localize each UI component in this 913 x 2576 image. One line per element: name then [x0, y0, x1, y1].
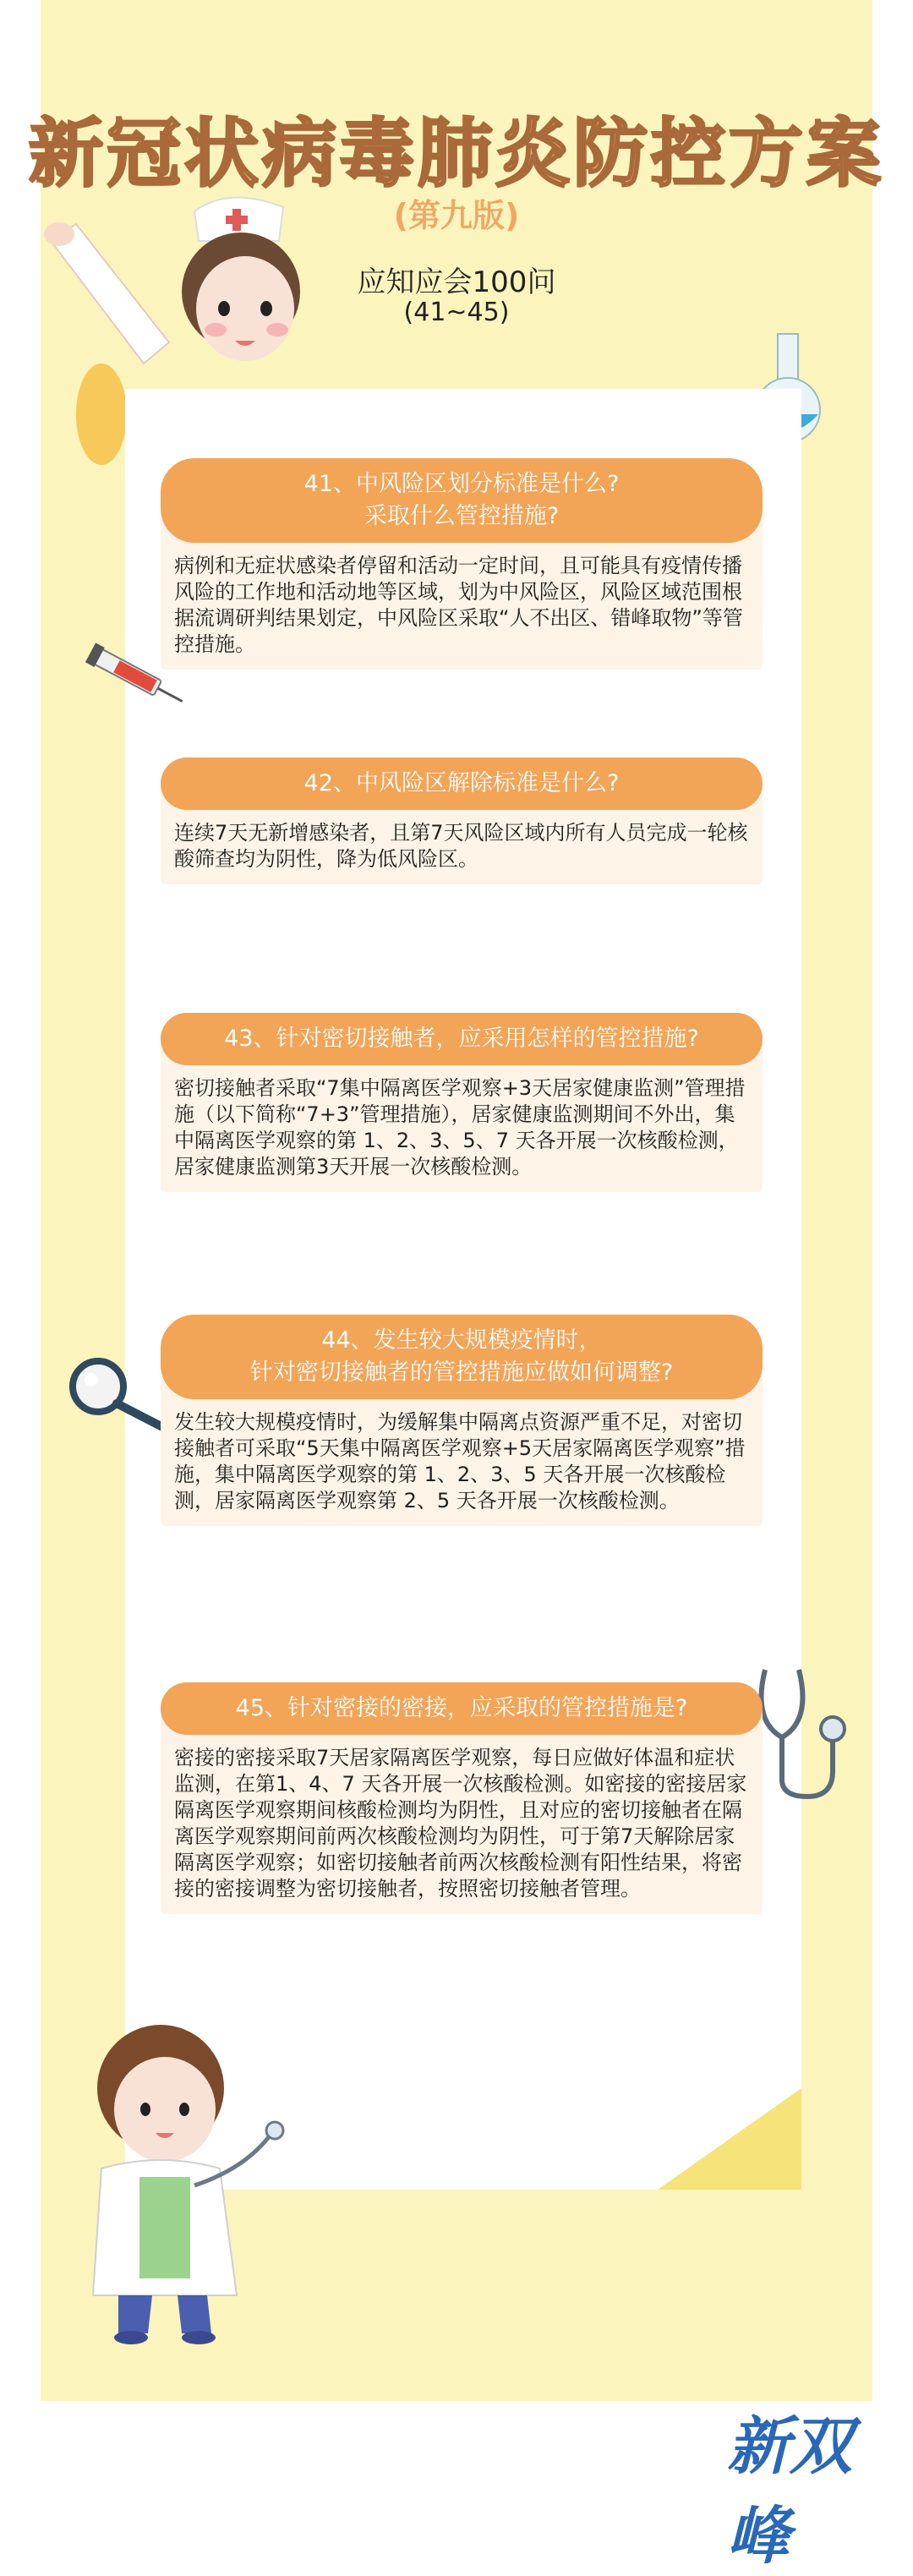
- subtitle: 应知应会100问: [357, 265, 556, 299]
- qa-item-45: [161, 1682, 763, 1914]
- magnifier-icon: [66, 1353, 176, 1437]
- qa-item-41: [161, 458, 763, 670]
- question-45: 45、针对密接的密接，应采取的管控措施是?: [161, 1682, 763, 1735]
- question-41: 41、中风险区划分标准是什么? 采取什么管控措施?: [161, 458, 763, 543]
- answer-44: 发生较大规模疫情时，为缓解集中隔离点资源严重不足，对密切接触者可采取“5天集中隔离医学观察+5天居家隔离医学观察”措施，集中隔离医学观察的第 1、2、3、5 天各开展一次核酸检测，居家隔离医学观察第 2、5 天各开展一次核酸检测。: [161, 1376, 763, 1526]
- question-44: 44、发生较大规模疫情时， 针对密切接触者的管控措施应做如何调整?: [161, 1315, 763, 1399]
- page-fold-decoration: [658, 2088, 801, 2190]
- nurse-illustration: [42, 190, 321, 385]
- answer-43: 密切接触者采取“7集中隔离医学观察+3天居家健康监测”管理措施（以下简称“7+3”管理措施），居家健康监测期间不外出，集中隔离医学观察的第 1、2、3、5、7 天各开展一次核酸检测，居家健康监测第3天开展一次核酸检测。: [161, 1042, 763, 1192]
- answer-42: 连续7天无新增感染者，且第7天风险区域内所有人员完成一轮核酸筛查均为阴性，降为低风险区。: [161, 786, 763, 884]
- leaf-decoration: [72, 359, 131, 469]
- page-title: 新冠状病毒肺炎防控方案: [28, 110, 884, 197]
- question-43: 43、针对密切接触者，应采用怎样的管控措施?: [161, 1013, 763, 1065]
- answer-45: 密接的密接采取7天居家隔离医学观察，每日应做好体温和症状监测，在第1、4、7 天各开展一次核酸检测。如密接的密接居家隔离医学观察期间核酸检测均为阴性，且对应的密切接触者在隔离医学观察期间前两次核酸检测均为阴性，可于第7天解除居家隔离医学观察；如密切接触者前两次核酸检测有阳性结果，将密接的密接调整为密切接触者，按照密切接触者管理。: [161, 1711, 763, 1914]
- answer-41: 病例和无症状感染者停留和活动一定时间，且可能具有疫情传播风险的工作地和活动地等区域，划为中风险区，风险区域范围根据流调研判结果划定，中风险区采取“人不出区、错峰取物”等管控措施。: [161, 519, 763, 670]
- question-range: (41~45): [403, 298, 510, 327]
- qa-item-44: [161, 1315, 763, 1526]
- logo-text: 新双峰: [727, 2410, 852, 2573]
- stethoscope-icon: [748, 1661, 858, 1805]
- doctor-illustration: [68, 2016, 321, 2346]
- edition-label: (第九版): [393, 197, 520, 234]
- question-42: 42、中风险区解除标准是什么?: [161, 757, 763, 810]
- qa-item-43: [161, 1013, 763, 1192]
- qa-item-42: [161, 757, 763, 884]
